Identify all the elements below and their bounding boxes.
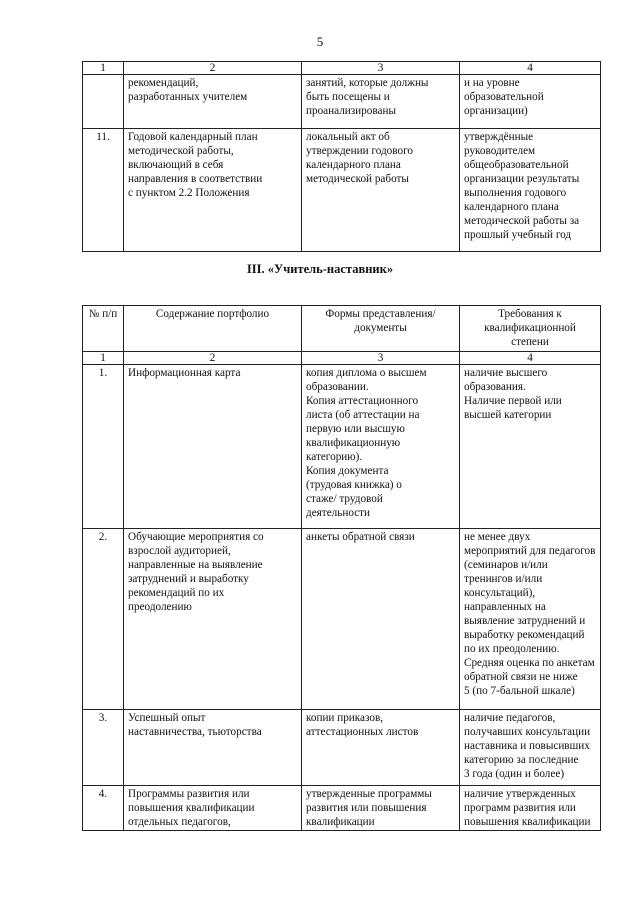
col-number: 4 bbox=[460, 352, 601, 365]
col-number: 2 bbox=[124, 352, 302, 365]
row-forms: копия диплома о высшем образовании. Копия аттестационного листа (об аттестации на первую или высшую квалификационную категорию). Копия документа (трудовая книжка) о стаже/ трудовой деятельности bbox=[302, 365, 460, 529]
header-content: Содержание портфолио bbox=[124, 306, 302, 352]
col-number: 3 bbox=[302, 352, 460, 365]
table-row bbox=[83, 710, 601, 786]
table-column-numbers bbox=[83, 352, 601, 365]
row-forms: локальный акт об утверждении годового календарного плана методической работы bbox=[302, 129, 460, 252]
row-number bbox=[83, 75, 124, 129]
col-number: 1 bbox=[83, 62, 124, 75]
row-forms: занятий, которые должны быть посещены и проанализированы bbox=[302, 75, 460, 129]
row-requirements: наличие педагогов, получавших консультации наставника и повысивших категорию за последние 3 года (один и более) bbox=[460, 710, 601, 786]
row-content: Обучающие мероприятия со взрослой аудиторией, направленные на выявление затруднений и выработку рекомендаций по их преодолению bbox=[124, 529, 302, 710]
col-number: 1 bbox=[83, 352, 124, 365]
table-row bbox=[83, 129, 601, 252]
page-number: 5 bbox=[316, 34, 324, 49]
header-forms: Формы представления/ документы bbox=[302, 306, 460, 352]
table-continuation bbox=[82, 61, 601, 252]
row-requirements: наличие утвержденных программ развития или повышения квалификации bbox=[460, 786, 601, 831]
row-content: Программы развития или повышения квалификации отдельных педагогов, bbox=[124, 786, 302, 831]
section-title: III. «Учитель-наставник» bbox=[246, 262, 394, 276]
row-content: рекомендаций, разработанных учителем bbox=[124, 75, 302, 129]
header-requirements: Требования к квалификационной степени bbox=[460, 306, 601, 352]
row-number: 11. bbox=[83, 129, 124, 252]
header-num: № п/п bbox=[83, 306, 124, 352]
table-row bbox=[83, 365, 601, 529]
row-number: 3. bbox=[83, 710, 124, 786]
row-requirements: и на уровне образовательной организации) bbox=[460, 75, 601, 129]
row-requirements: не менее двух мероприятий для педагогов (семинаров и/или тренингов и/или консультаций), направленных на выявление затруднений и выработку рекомендаций по их преодолению. Средняя оценка по анкетам обратной связи не ниже 5 (по 7-бальной шкале) bbox=[460, 529, 601, 710]
table-row bbox=[83, 786, 601, 831]
col-number: 4 bbox=[460, 62, 601, 75]
row-number: 2. bbox=[83, 529, 124, 710]
table-row bbox=[83, 529, 601, 710]
table-column-numbers bbox=[83, 62, 601, 75]
row-requirements: утверждённые руководителем общеобразовательной организации результаты выполнения годового календарного плана методической работы за прошлый учебный год bbox=[460, 129, 601, 252]
row-content: Информационная карта bbox=[124, 365, 302, 529]
col-number: 3 bbox=[302, 62, 460, 75]
row-number: 1. bbox=[83, 365, 124, 529]
row-content: Успешный опыт наставничества, тьюторства bbox=[124, 710, 302, 786]
col-number: 2 bbox=[124, 62, 302, 75]
row-forms: анкеты обратной связи bbox=[302, 529, 460, 710]
table-header-row bbox=[83, 306, 601, 352]
row-forms: утвержденные программы развития или повышения квалификации bbox=[302, 786, 460, 831]
row-number: 4. bbox=[83, 786, 124, 831]
portfolio-table bbox=[82, 305, 601, 831]
table-row bbox=[83, 75, 601, 129]
row-requirements: наличие высшего образования. Наличие первой или высшей категории bbox=[460, 365, 601, 529]
row-content: Годовой календарный план методической работы, включающий в себя направления в соответствии с пунктом 2.2 Положения bbox=[124, 129, 302, 252]
row-forms: копии приказов, аттестационных листов bbox=[302, 710, 460, 786]
